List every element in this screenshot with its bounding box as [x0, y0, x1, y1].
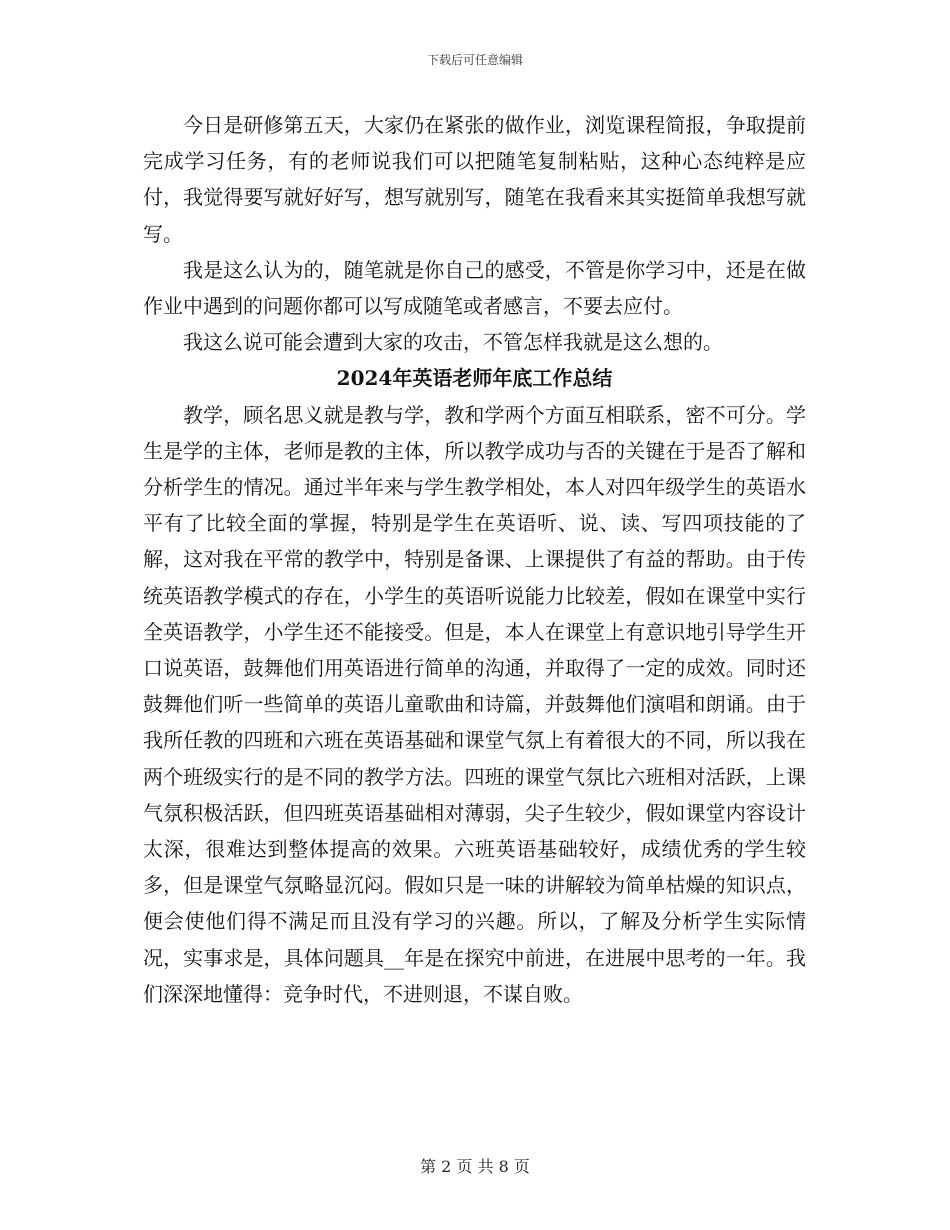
document-body [143, 107, 806, 1012]
page-header: 下载后可任意编辑 [426, 53, 523, 67]
paragraph-intro-1: 今日是研修第五天，大家仍在紧张的做作业，浏览课程简报，争取提前完成学习任务，有的老师说我们可以把随笔复制粘贴，这种心态纯粹是应付，我觉得要写就好好写，想写就别写，随笔在我看来其实挺简单我想写就写。 [143, 113, 806, 246]
page-number: 第 2 页 共 8 页 [420, 1157, 530, 1176]
paragraph-intro-3: 我这么说可能会遭到大家的攻击，不管怎样我就是这么想的。 [183, 330, 723, 355]
section-title: 2024年英语老师年底工作总结 [336, 366, 613, 391]
paragraph-intro-2: 我是这么认为的，随笔就是你自己的感受，不管是你学习中，还是在做作业中遇到的问题你都可以写成随笔或者感言，不要去应付。 [143, 257, 806, 319]
paragraph-summary-body: 教学，顾名思义就是教与学，教和学两个方面互相联系，密不可分。学生是学的主体，老师是教的主体，所以教学成功与否的关键在于是否了解和分析学生的情况。通过半年来与学生教学相处，本人对四年级学生的英语水平有了比较全面的掌握，特别是学生在英语听、说、读、写四项技能的了解，这对我在平常的教学中，特别是备课、上课提供了有益的帮助。由于传统英语教学模式的存在，小学生的英语听说能力比较差，假如在课堂中实行全英语教学，小学生还不能接受。但是，本人在课堂上有意识地引导学生开口说英语，鼓舞他们用英语进行简单的沟通，并取得了一定的成效。同时还鼓舞他们听一些简单的英语儿童歌曲和诗篇，并鼓舞他们演唱和朗诵。由于我所任教的四班和六班在英语基础和课堂气氛上有着很大的不同，所以我在两个班级实行的是不同的教学方法。四班的课堂气氛比六班相对活跃，上课气氛积极活跃，但四班英语基础相对薄弱，尖子生较少，假如课堂内容设计太深，很难达到整体提高的效果。六班英语基础较好，成绩优秀的学生较多，但是课堂气氛略显沉闷。假如只是一味的讲解较为简单枯燥的知识点，便会使他们得不满足而且没有学习的兴趣。所以，了解及分析学生实际情况，实事求是，具体问题具__年是在探究中前进，在进展中思考的一年。我们深深地懂得：竞争时代，不进则退，不谋自败。 [143, 402, 806, 1006]
